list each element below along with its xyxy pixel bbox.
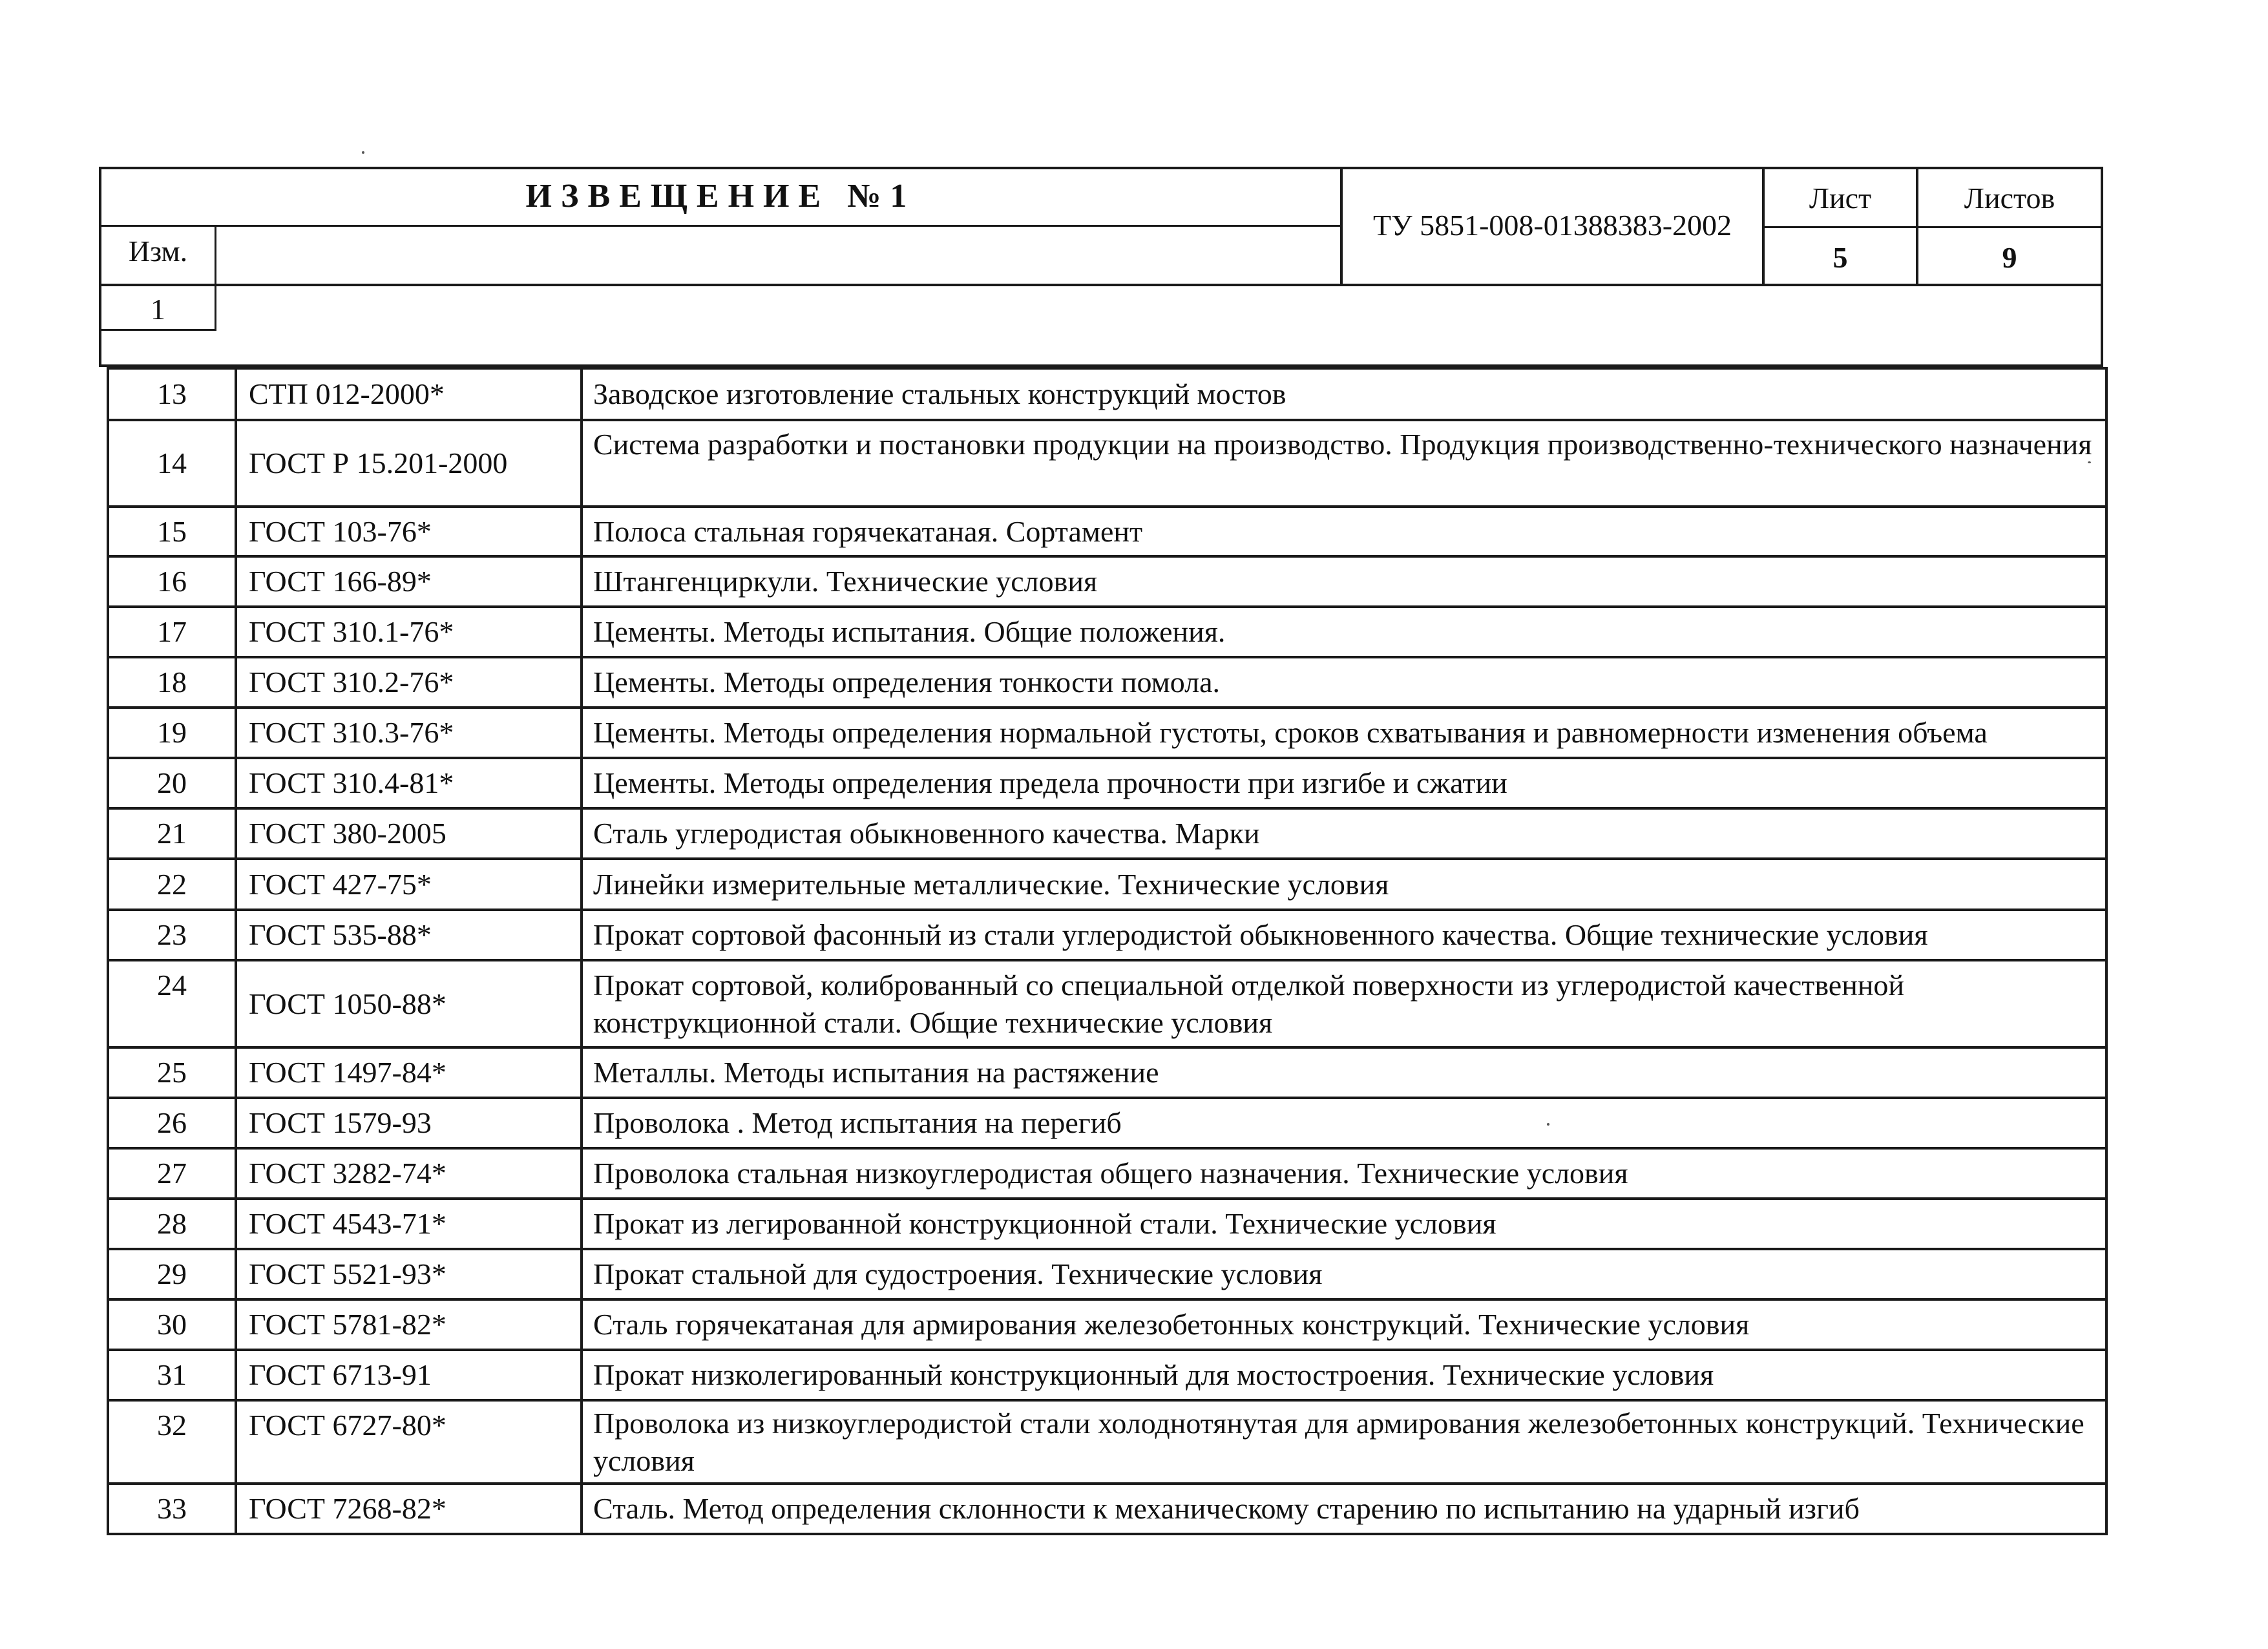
standard-title: Проволока . Метод испытания на перегиб (593, 1106, 1122, 1139)
row-number: 25 (157, 1056, 187, 1089)
row-number: 21 (157, 817, 187, 850)
standard-code: ГОСТ 166-89* (249, 565, 432, 598)
standard-title: Сталь углеродистая обыкновенного качества. Марки (593, 817, 1260, 850)
standard-title: Прокат из легированной конструкционной стали. Технические условия (593, 1207, 1496, 1240)
standard-title: Прокат сортовой фасонный из стали углеродистой обыкновенного качества. Общие технические условия (593, 918, 1928, 951)
standard-code: ГОСТ 103-76* (249, 514, 432, 548)
table-rule (107, 706, 2108, 709)
table-rule (107, 419, 2108, 421)
standard-code: ГОСТ 535-88* (249, 918, 432, 951)
sheet-label: Лист (1809, 182, 1872, 215)
standard-title: Система разработки и постановки продукции на производство. Продукция производственно-технического назначения (593, 428, 2092, 461)
sheet-number: 5 (1832, 241, 1848, 274)
table-rule (107, 1349, 2108, 1351)
table-rule (107, 1533, 2108, 1535)
standard-title: Штангенциркули. Технические условия (593, 565, 1098, 598)
standard-code: ГОСТ 310.3-76* (249, 716, 454, 749)
row-number: 14 (157, 446, 187, 479)
table-rule (2105, 367, 2108, 1535)
row-number: 24 (157, 969, 187, 1002)
standard-title: Цементы. Методы определения тонкости помола. (593, 666, 1221, 698)
row-number: 27 (157, 1157, 187, 1190)
doc-code: ТУ 5851-008-01388383-2002 (1372, 209, 1732, 242)
sheets-label: Листов (1964, 182, 2055, 215)
row-number: 18 (157, 666, 187, 698)
table-rule (107, 555, 2108, 558)
row-number: 16 (157, 565, 187, 598)
row-number: 17 (157, 615, 187, 648)
row-number: 28 (157, 1207, 187, 1240)
table-rule (107, 367, 2108, 370)
table-rule (107, 807, 2108, 810)
standard-code: ГОСТ 1497-84* (249, 1056, 446, 1089)
row-number: 26 (157, 1106, 187, 1139)
table-rule (107, 1097, 2108, 1099)
table-rule (107, 1197, 2108, 1200)
table-rule (107, 1046, 2108, 1049)
standard-code: ГОСТ 380-2005 (249, 817, 446, 850)
table-rule (107, 505, 2108, 508)
row-number: 29 (157, 1257, 187, 1290)
standard-code: ГОСТ 427-75* (249, 867, 432, 901)
table-rule (107, 757, 2108, 759)
standard-title: Сталь горячекатаная для армирования железобетонных конструкций. Технические условия (593, 1308, 1750, 1341)
row-number: 13 (157, 377, 187, 410)
standard-title: Металлы. Методы испытания на растяжение (593, 1056, 1159, 1089)
standard-code: ГОСТ 1579-93 (249, 1106, 432, 1139)
row-number: 23 (157, 918, 187, 951)
standard-title: Прокат низколегированный конструкционный для мостостроения. Технические условия (593, 1358, 1714, 1391)
scan-speck (2088, 461, 2091, 463)
standard-title: Прокат стальной для судостроения. Технические условия (593, 1257, 1323, 1290)
sheets-total: 9 (2002, 241, 2017, 274)
table-rule (107, 605, 2108, 608)
izm-label: Изм. (128, 235, 188, 268)
table-rule (580, 367, 583, 1535)
standard-code: ГОСТ 1050-88* (249, 987, 446, 1020)
row-number: 33 (157, 1492, 187, 1525)
standard-code: ГОСТ 310.1-76* (249, 615, 454, 648)
standard-code: ГОСТ Р 15.201-2000 (249, 446, 508, 479)
scan-speck (362, 151, 364, 154)
table-rule (235, 367, 237, 1535)
standard-code: ГОСТ 4543-71* (249, 1207, 446, 1240)
standard-code: ГОСТ 7268-82* (249, 1492, 446, 1525)
izm-value: 1 (151, 293, 165, 326)
table-rule (107, 959, 2108, 961)
row-number: 22 (157, 867, 187, 901)
scan-speck (1547, 1123, 1549, 1126)
row-number: 19 (157, 716, 187, 749)
row-number: 32 (157, 1409, 187, 1442)
row-number: 31 (157, 1358, 187, 1391)
row-number: 20 (157, 766, 187, 799)
standard-title: Цементы. Методы определения предела прочности при изгибе и сжатии (593, 766, 1507, 799)
table-rule (107, 1298, 2108, 1301)
table-rule (107, 656, 2108, 658)
standard-title: Заводское изготовление стальных конструкций мостов (593, 377, 1286, 410)
standard-code: ГОСТ 6727-80* (249, 1409, 446, 1442)
standard-code: ГОСТ 5521-93* (249, 1257, 446, 1290)
table-rule (107, 909, 2108, 911)
standard-code: ГОСТ 310.4-81* (249, 766, 454, 799)
table-rule (107, 1399, 2108, 1402)
standard-code: ГОСТ 5781-82* (249, 1308, 446, 1341)
row-number: 15 (157, 514, 187, 548)
table-rule (107, 857, 2108, 860)
standard-title: Сталь. Метод определения склонности к механическому старению по испытанию на ударный изгиб (593, 1492, 1860, 1525)
table-rule (107, 1147, 2108, 1150)
standard-title: Линейки измерительные металлические. Технические условия (593, 867, 1389, 901)
row-number: 30 (157, 1308, 187, 1341)
standard-title: Цементы. Методы испытания. Общие положения. (593, 615, 1226, 648)
standard-code: ГОСТ 6713-91 (249, 1358, 432, 1391)
standard-code: СТП 012-2000* (249, 377, 445, 410)
table-rule (107, 1248, 2108, 1250)
table-rule (107, 1482, 2108, 1485)
standard-code: ГОСТ 310.2-76* (249, 666, 454, 698)
notice-title: ИЗВЕЩЕНИЕ №1 (525, 178, 916, 215)
standard-title: Проволока стальная низкоуглеродистая общего назначения. Технические условия (593, 1157, 1628, 1190)
standard-code: ГОСТ 3282-74* (249, 1157, 446, 1190)
standard-title: Полоса стальная горячекатаная. Сортамент (593, 514, 1143, 548)
standard-title: Цементы. Методы определения нормальной густоты, сроков схватывания и равномерности изменения объема (593, 716, 1988, 749)
standard-title: Проволока из низкоуглеродистой стали холоднотянутая для армирования железобетонных конструкций. Технические условия (593, 1406, 2084, 1477)
standard-title: Прокат сортовой, колиброванный со специальной отделкой поверхности из углеродистой качественной конструкционной стали. Общие технические условия (593, 968, 1905, 1039)
